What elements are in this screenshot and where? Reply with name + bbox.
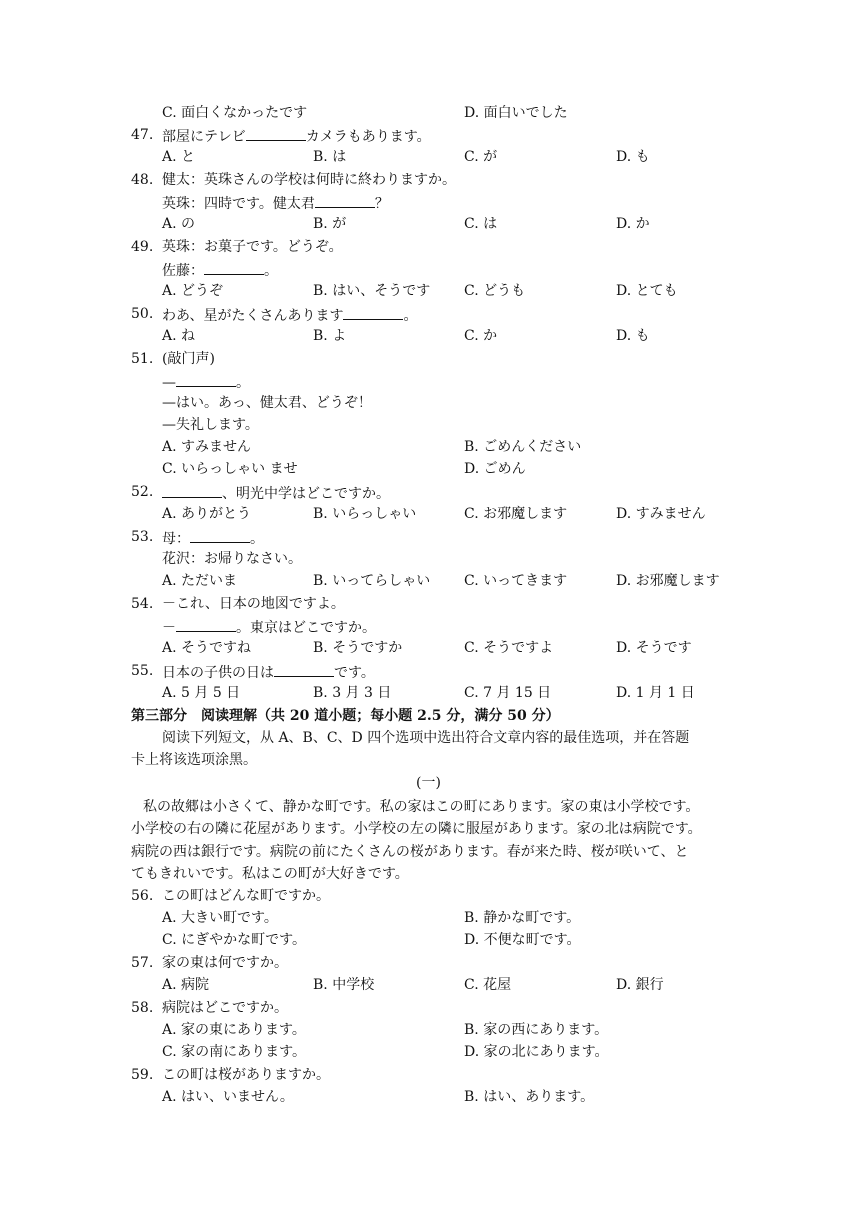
q49-option-c: C. どうも (464, 283, 526, 299)
q54-number: 54. (131, 596, 154, 612)
q55-number: 55. (131, 663, 154, 679)
q52-option-d: D. すみません (616, 506, 706, 522)
q52-number: 52. (131, 484, 154, 500)
q55-text: 日本の子供の日は です。 (162, 662, 375, 682)
q49-option-d: D. とても (616, 283, 678, 299)
q47-option-a: A. と (162, 149, 196, 165)
q48-option-d: D. か (616, 216, 650, 232)
q51-line-3: —はい。あっ、健太君、どうぞ！ (162, 395, 372, 411)
answer-blank (315, 193, 375, 208)
q51-option-d: D. ごめん (464, 461, 526, 477)
section-title: (一) (416, 775, 441, 791)
part3-instructions-line-2: 卡上将该选项涂黑。 (131, 752, 257, 768)
passage-line: 小学校の右の隣に花屋があります。小学校の左の隣に服屋があります。家の北は病院です。 (131, 821, 702, 837)
q47-option-b: B. は (313, 149, 347, 165)
q59-option-a: A. はい、いません。 (162, 1089, 294, 1105)
q56-option-a: A. 大きい町です。 (162, 910, 278, 926)
q51-number: 51. (131, 351, 154, 367)
q47-text: 部屋にテレビ カメラもあります。 (162, 126, 431, 146)
q48-option-c: C. は (464, 216, 498, 232)
q52-option-c: C. お邪魔します (464, 506, 568, 522)
q50-text: わあ、星がたくさんあります 。 (162, 305, 417, 325)
q53-number: 53. (131, 529, 154, 545)
q58-option-c: C. 家の南にあります。 (162, 1044, 306, 1060)
q58-text: 病院はどこですか。 (162, 1000, 288, 1016)
q49-number: 49. (131, 239, 154, 255)
passage-line: 私の故郷は小さくて、静かな町です。私の家はこの町にあります。家の東は小学校です。 (143, 799, 700, 815)
q58-option-b: B. 家の西にあります。 (464, 1022, 609, 1038)
q48-option-b: B. が (313, 216, 347, 232)
q54-option-c: C. そうですよ (464, 640, 554, 656)
q54-line-1: －これ、日本の地図ですよ。 (162, 596, 345, 612)
q56-option-b: B. 静かな町です。 (464, 910, 581, 926)
answer-blank (274, 662, 334, 677)
q57-option-b: B. 中学校 (313, 977, 375, 993)
answer-blank (176, 372, 236, 387)
q50-number: 50. (131, 306, 154, 322)
q54-line-2: － 。東京はどこですか。 (162, 617, 376, 637)
q47-option-d: D. も (616, 149, 650, 165)
q55-option-d: D. 1 月 1 日 (616, 685, 695, 701)
q54-option-a: A. そうですね (162, 640, 252, 656)
q57-option-d: D. 銀行 (616, 977, 664, 993)
q56-option-c: C. にぎやかな町です。 (162, 932, 306, 948)
q53-option-b: B. いってらしゃい (313, 573, 431, 589)
q50-option-d: D. も (616, 328, 650, 344)
answer-blank (343, 305, 403, 320)
q56-number: 56. (131, 888, 154, 904)
q54-option-b: B. そうですか (313, 640, 403, 656)
q59-text: この町は桜がありますか。 (162, 1067, 330, 1083)
q53-option-a: A. ただいま (162, 573, 238, 589)
q50-option-a: A. ね (162, 328, 196, 344)
passage-line: 病院の西は銀行です。病院の前にたくさんの桜があります。春が来た時、桜が咲いて、と (131, 844, 689, 860)
q55-option-a: A. 5 月 5 日 (162, 685, 241, 701)
answer-blank (190, 528, 250, 543)
q52-text: 、明光中学はどこですか。 (162, 483, 390, 503)
q57-option-c: C. 花屋 (464, 977, 512, 993)
q51-line-2: — 。 (162, 372, 250, 392)
q54-option-d: D. そうです (616, 640, 692, 656)
answer-blank (162, 483, 222, 498)
q51-line-1: (敲门声) (162, 351, 215, 367)
answer-blank (176, 617, 236, 632)
q51-option-a: A. すみません (162, 439, 252, 455)
q49-option-b: B. はい、そうです (313, 283, 431, 299)
q52-option-b: B. いらっしゃい (313, 506, 417, 522)
q53-option-c: C. いってきます (464, 573, 568, 589)
q53-line-1: 母： 。 (162, 528, 264, 548)
q50-option-c: C. か (464, 328, 498, 344)
q51-option-b: B. ごめんください (464, 439, 582, 455)
q52-option-a: A. ありがとう (162, 506, 252, 522)
answer-blank (204, 260, 264, 275)
answer-blank (246, 126, 306, 141)
q55-option-b: B. 3 月 3 日 (313, 685, 392, 701)
q48-line-2: 英珠：四時です。健太君 ？ (162, 193, 389, 213)
q48-line-1: 健太：英珠さんの学校は何時に終わりますか。 (162, 172, 456, 188)
q58-option-d: D. 家の北にあります。 (464, 1044, 609, 1060)
q56-text: この町はどんな町ですか。 (162, 888, 330, 904)
q55-option-c: C. 7 月 15 日 (464, 685, 552, 701)
part3-heading: 第三部分 阅读理解（共 20 道小题；每小题 2.5 分，满分 50 分） (131, 708, 560, 724)
q56-option-d: D. 不便な町です。 (464, 932, 581, 948)
q58-number: 58. (131, 1000, 154, 1016)
q50-option-b: B. よ (313, 328, 347, 344)
q48-option-a: A. の (162, 216, 196, 232)
q57-text: 家の東は何ですか。 (162, 955, 288, 971)
q47-option-c: C. が (464, 149, 498, 165)
q49-option-a: A. どうぞ (162, 283, 224, 299)
q53-line-2: 花沢：お帰りなさい。 (162, 551, 302, 567)
q47-number: 47. (131, 127, 154, 143)
q46-option-c: C. 面白くなかったです (162, 105, 308, 121)
q57-option-a: A. 病院 (162, 977, 210, 993)
q51-option-c: C. いらっしゃい ませ (162, 461, 298, 477)
q53-option-d: D. お邪魔します (616, 573, 720, 589)
q59-option-b: B. はい、あります。 (464, 1089, 595, 1105)
q57-number: 57. (131, 955, 154, 971)
passage-line: てもきれいです。私はこの町が大好きです。 (131, 866, 409, 882)
q46-option-d: D. 面白いでした (464, 105, 568, 121)
q49-line-2: 佐藤： 。 (162, 260, 278, 280)
q51-line-4: —失礼します。 (162, 417, 259, 433)
q48-number: 48. (131, 172, 154, 188)
q49-line-1: 英珠：お菓子です。どうぞ。 (162, 239, 343, 255)
q59-number: 59. (131, 1067, 154, 1083)
part3-instructions-line-1: 阅读下列短文，从 A、B、C、D 四个选项中选出符合文章内容的最佳选项，并在答题 (162, 730, 690, 746)
q58-option-a: A. 家の東にあります。 (162, 1022, 306, 1038)
